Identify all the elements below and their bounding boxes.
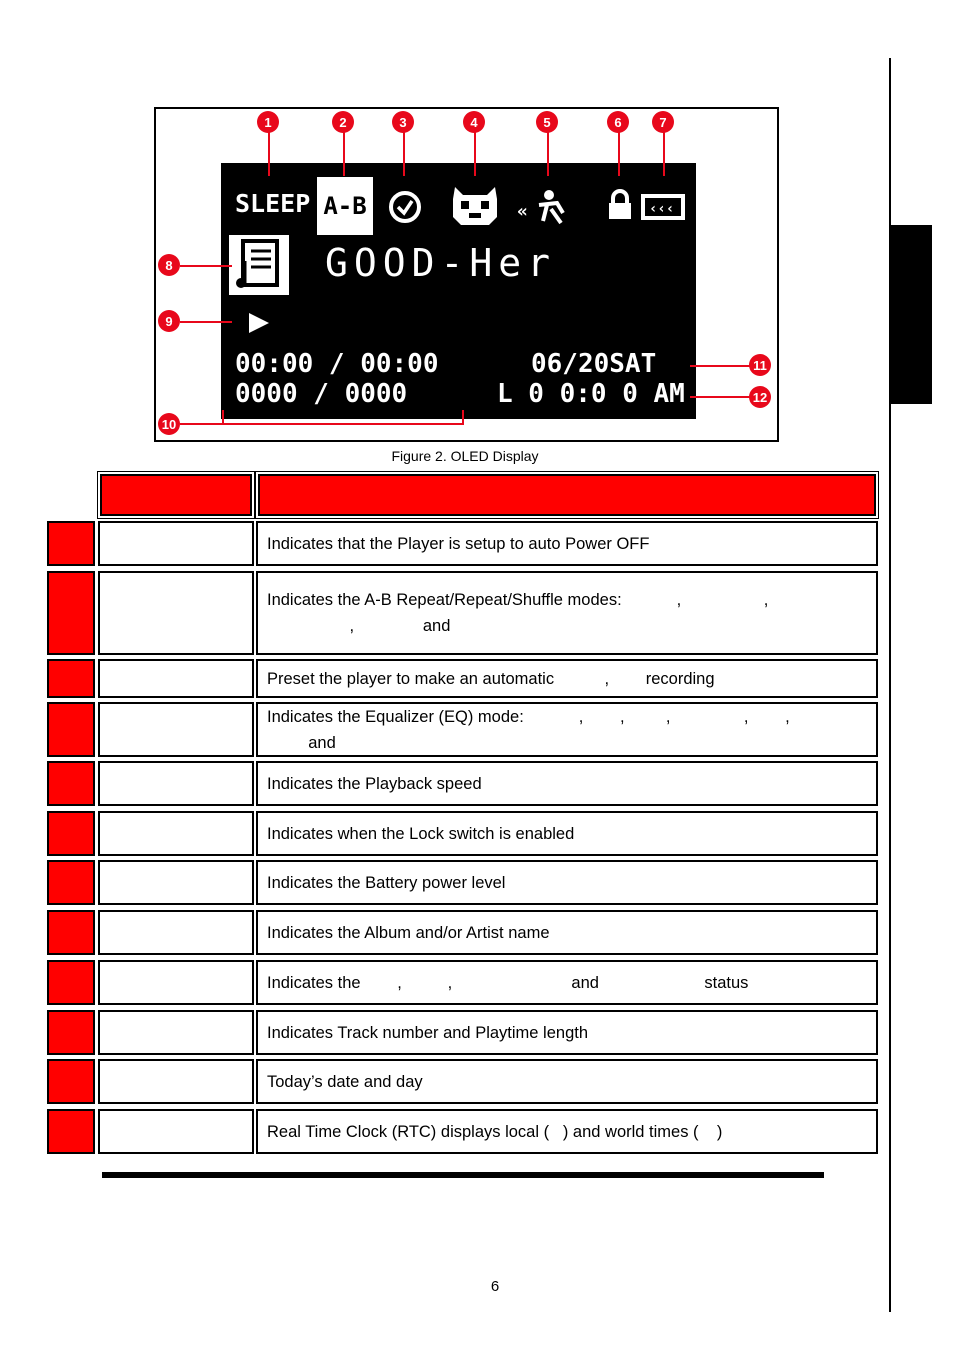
table-header-description	[258, 474, 876, 516]
battery-icon	[641, 193, 687, 221]
row-name-cell	[98, 1109, 254, 1154]
table-header-name	[100, 474, 252, 516]
row-description-cell	[256, 571, 878, 655]
row-name-cell	[98, 1010, 254, 1055]
description-line: Preset the player to make an automatic , recording	[267, 669, 715, 688]
row-description-cell	[256, 521, 878, 566]
row-number-cell	[47, 860, 95, 905]
row-number-cell	[47, 702, 95, 757]
oled-screen	[221, 163, 696, 419]
row-description-cell	[256, 860, 878, 905]
description-line: Today’s date and day	[267, 1072, 423, 1091]
row-number-cell	[47, 960, 95, 1005]
row-description-cell	[256, 1109, 878, 1154]
playtime-readout: 00:00 / 00:00	[235, 349, 439, 379]
timer-icon	[387, 189, 423, 225]
description-line: Indicates the A-B Repeat/Repeat/Shuffle modes: , ,	[267, 591, 769, 609]
date-readout: 06/20SAT	[531, 349, 657, 379]
page-number: 6	[490, 1278, 500, 1295]
row-number-cell	[47, 659, 95, 698]
row-description-cell	[256, 811, 878, 856]
play-icon	[247, 311, 271, 335]
ab-repeat-indicator: A-B	[317, 177, 373, 235]
bottom-rule	[102, 1172, 824, 1178]
callout-1: 1	[257, 111, 279, 133]
row-number-cell	[47, 761, 95, 806]
description-line: Indicates when the Lock switch is enabled	[267, 824, 575, 843]
row-name-cell	[98, 811, 254, 856]
callout-6: 6	[607, 111, 629, 133]
description-line: Indicates that the Player is setup to auto Power OFF	[267, 534, 650, 553]
figure-caption: Figure 2. OLED Display	[391, 448, 539, 464]
sleep-indicator: SLEEP	[235, 189, 311, 218]
callout-5: 5	[536, 111, 558, 133]
description-line: Indicates the Equalizer (EQ) mode: , , , , ,	[267, 707, 790, 726]
callout-3: 3	[392, 111, 414, 133]
description-line: Indicates the Playback speed	[267, 774, 482, 793]
chapter-tab	[891, 225, 932, 404]
callout-11: 11	[749, 354, 771, 376]
description-line: Indicates the , , and status	[267, 973, 749, 992]
callout-7: 7	[652, 111, 674, 133]
callout-9: 9	[158, 310, 180, 332]
row-number-cell	[47, 811, 95, 856]
row-description-cell	[256, 702, 878, 757]
row-description-cell	[256, 1059, 878, 1104]
track-number-readout: 0000 / 0000	[235, 379, 408, 409]
row-name-cell	[98, 860, 254, 905]
row-name-cell	[98, 960, 254, 1005]
row-name-cell	[98, 910, 254, 955]
row-number-cell	[47, 1010, 95, 1055]
row-description-cell	[256, 910, 878, 955]
clock-readout: L 0 0:0 0 AM	[497, 379, 685, 409]
description-line: Real Time Clock (RTC) displays local ( ) and world times ( )	[267, 1122, 723, 1141]
row-number-cell	[47, 1109, 95, 1154]
equalizer-icon	[449, 183, 501, 227]
row-name-cell	[98, 521, 254, 566]
row-number-cell	[47, 910, 95, 955]
description-line: Indicates the Battery power level	[267, 873, 506, 892]
svg-text:‹‹‹: ‹‹‹	[649, 201, 675, 217]
lock-icon	[607, 189, 633, 221]
row-description-cell	[256, 659, 878, 698]
row-name-cell	[98, 571, 254, 655]
description-line: Indicates Track number and Playtime length	[267, 1023, 589, 1042]
callout-12: 12	[749, 386, 771, 408]
row-name-cell	[98, 761, 254, 806]
callout-8: 8	[158, 254, 180, 276]
callout-4: 4	[463, 111, 485, 133]
row-number-cell	[47, 571, 95, 655]
row-name-cell	[98, 1059, 254, 1104]
row-number-cell	[47, 521, 95, 566]
row-number-cell	[47, 1059, 95, 1104]
description-line: Indicates the Album and/or Artist name	[267, 923, 550, 942]
callout-2: 2	[332, 111, 354, 133]
row-description-cell	[256, 761, 878, 806]
description-line: and	[267, 733, 336, 752]
callout-10: 10	[158, 413, 180, 435]
description-line: , and	[267, 617, 451, 635]
track-title: GOOD-Her	[325, 241, 557, 285]
album-artist-icon	[229, 235, 289, 295]
row-name-cell	[98, 659, 254, 698]
row-name-cell	[98, 702, 254, 757]
row-description-cell	[256, 1010, 878, 1055]
row-description-cell	[256, 960, 878, 1005]
svg-text:«: «	[517, 201, 528, 222]
playback-speed-icon	[517, 187, 573, 227]
